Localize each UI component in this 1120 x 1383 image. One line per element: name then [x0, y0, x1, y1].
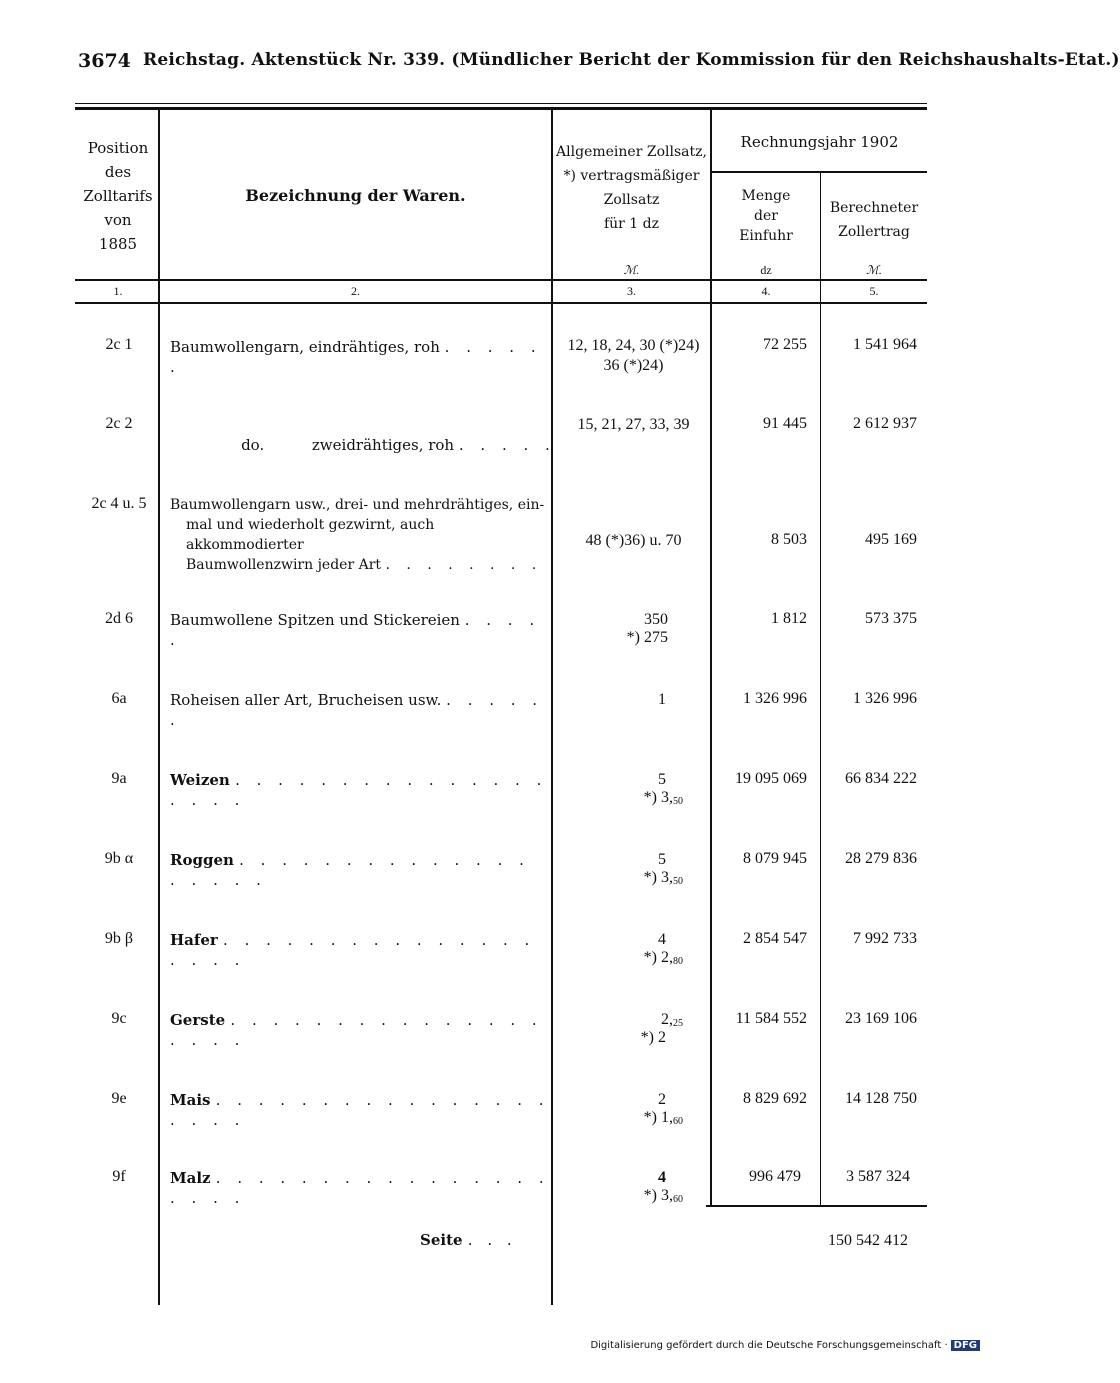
- top-rule-thick: [75, 107, 927, 110]
- row-rate-main: 2: [658, 1091, 666, 1108]
- table-row: [0, 930, 1000, 970]
- row-rate-main: 4: [658, 931, 666, 948]
- page-number: 3674: [78, 50, 131, 72]
- row-quantity: 2 854 547: [743, 930, 807, 947]
- table-row: [0, 850, 1000, 890]
- row-description: Baumwollene Spitzen und Stickereien . . . . .: [170, 611, 541, 649]
- row-revenue: 573 375: [865, 610, 917, 627]
- row-position: 2c 1: [105, 336, 133, 353]
- row-position: 9b β: [104, 930, 134, 947]
- table-row: [0, 495, 1000, 573]
- row-rate-treaty: *) $2,_{80}$: [643, 949, 683, 967]
- vline-4: [820, 173, 821, 1205]
- table-row: [0, 415, 1000, 455]
- row-quantity: 19 095 069: [735, 770, 807, 787]
- row-quantity: 1 326 996: [743, 690, 807, 707]
- row-rate: 48 (*)36) u. 70: [585, 532, 682, 549]
- row-rate: 15, 21, 27, 33, 39: [577, 416, 690, 433]
- row-rate-main: 350: [644, 611, 668, 628]
- row-revenue: 495 169: [865, 531, 917, 548]
- row-position: 9f: [112, 1168, 126, 1185]
- row-quantity: 72 255: [763, 336, 807, 353]
- col-head-year: Rechnungsjahr 1902: [740, 133, 899, 151]
- col-number-5: 5.: [869, 284, 879, 298]
- row-quantity: 8 829 692: [743, 1090, 807, 1107]
- col-unit-quantity: dz: [760, 263, 772, 277]
- row-rate-treaty: *) 275: [626, 629, 668, 646]
- row-position: 2c 2: [105, 415, 133, 432]
- row-description: Weizen . . . . . . . . . . . . . . . . . . .: [170, 771, 548, 809]
- col-head-rate: Allgemeiner Zollsatz, *) vertragsmäßiger Zollsatz für 1 dz: [556, 144, 707, 232]
- row-quantity: 8 079 945: [743, 850, 807, 867]
- col-head-position: Position des Zolltarifs von 1885: [83, 139, 153, 253]
- col-number-4: 4.: [761, 284, 771, 298]
- row-description: Roggen . . . . . . . . . . . . . . . . . . .: [170, 851, 530, 889]
- row-description: Malz . . . . . . . . . . . . . . . . . . . .: [170, 1169, 550, 1207]
- row-revenue: 1 326 996: [853, 690, 917, 707]
- total-value: 150 542 412: [828, 1232, 908, 1249]
- row-position: 9c: [111, 1010, 127, 1027]
- col-number-2: 2.: [351, 284, 360, 298]
- col-head-quantity: Menge der Einfuhr: [739, 188, 793, 244]
- col-unit-rate: ℳ.: [623, 263, 640, 277]
- row-position: 9b α: [104, 850, 134, 867]
- row-position: 2d 6: [105, 610, 133, 627]
- row-rate-treaty: *) $1,_{60}$: [643, 1109, 683, 1127]
- row-rate-main: 1: [658, 691, 666, 708]
- row-description: Baumwollengarn usw., drei- und mehrdrähtiges, ein- mal und wiederholt gezwirnt, auch akkommodierter Baumwollenzwirn jeder Art . . . . . . . .: [170, 497, 545, 573]
- row-revenue: 1 541 964: [853, 336, 917, 353]
- table-row: [0, 610, 1000, 650]
- col-number-1: 1.: [113, 284, 123, 298]
- table-row: [0, 1010, 1000, 1050]
- col-unit-revenue: ℳ.: [866, 263, 882, 277]
- top-rule-thin: [75, 103, 927, 104]
- row-quantity: 8 503: [771, 531, 807, 548]
- row-rate-treaty: *) $3,_{50}$: [643, 789, 683, 807]
- row-quantity: 91 445: [763, 415, 807, 432]
- row-rate-main: $2,_{25}$: [661, 1011, 683, 1029]
- table-row: [0, 1168, 1000, 1208]
- table-row: [0, 1090, 1000, 1130]
- digitization-credit: Digitalisierung gefördert durch die Deutsche Forschungsgemeinschaft · DFG: [540, 1340, 980, 1351]
- row-description: Gerste . . . . . . . . . . . . . . . . . . .: [170, 1011, 543, 1049]
- row-position: 6a: [111, 690, 127, 707]
- row-description: Mais . . . . . . . . . . . . . . . . . . . .: [170, 1091, 550, 1129]
- table-row: [0, 690, 1000, 729]
- col-head-revenue: Berechneter Zollertrag: [829, 200, 919, 240]
- row-revenue: 3 587 324: [846, 1168, 910, 1185]
- row-position: 9a: [111, 770, 127, 787]
- row-quantity: 1 812: [771, 610, 807, 627]
- row-revenue: 28 279 836: [845, 850, 917, 867]
- row-revenue: 66 834 222: [845, 770, 917, 787]
- row-position: 2c 4 u. 5: [91, 495, 147, 512]
- row-revenue: 7 992 733: [853, 930, 917, 947]
- row-position: 9e: [111, 1090, 127, 1107]
- numbers-bottom-rule: [75, 302, 927, 304]
- row-revenue: 2 612 937: [853, 415, 917, 432]
- running-title: Reichstag. Aktenstück Nr. 339. (Mündlicher Bericht der Kommission für den Reichshaushalts-Etat.): [143, 50, 1120, 70]
- row-description: Hafer . . . . . . . . . . . . . . . . . . .: [170, 931, 536, 969]
- total-label: Seite . . .: [420, 1231, 517, 1249]
- col-number-3: 3.: [627, 284, 636, 298]
- row-revenue: 14 128 750: [845, 1090, 917, 1107]
- row-description: Roheisen aller Art, Brucheisen usw. . . . . . .: [170, 691, 544, 729]
- row-rate: 12, 18, 24, 30 (*)24) 36 (*)24): [567, 337, 700, 374]
- row-rate-main: 4: [658, 1169, 666, 1186]
- row-rate-treaty: *) $3,_{50}$: [643, 869, 683, 887]
- col-head-description: Bezeichnung der Waren.: [245, 186, 466, 205]
- table-row: [0, 336, 1000, 396]
- row-quantity: 996 479: [749, 1168, 801, 1185]
- row-revenue: 23 169 106: [845, 1010, 917, 1027]
- table-row: [0, 770, 1000, 810]
- running-header: [78, 50, 1120, 80]
- dfg-logo: DFG: [951, 1340, 980, 1351]
- row-rate-main: 5: [658, 851, 666, 868]
- row-description: do. zweidrähtiges, roh . . . . .: [241, 436, 556, 454]
- row-rate-treaty: *) $3,_{60}$: [643, 1187, 683, 1205]
- row-description: Baumwollengarn, eindrähtiges, roh . . . . . .: [170, 338, 542, 376]
- row-quantity: 11 584 552: [735, 1010, 807, 1027]
- row-rate-treaty: *) 2: [640, 1029, 666, 1046]
- row-rate-main: 5: [658, 771, 666, 788]
